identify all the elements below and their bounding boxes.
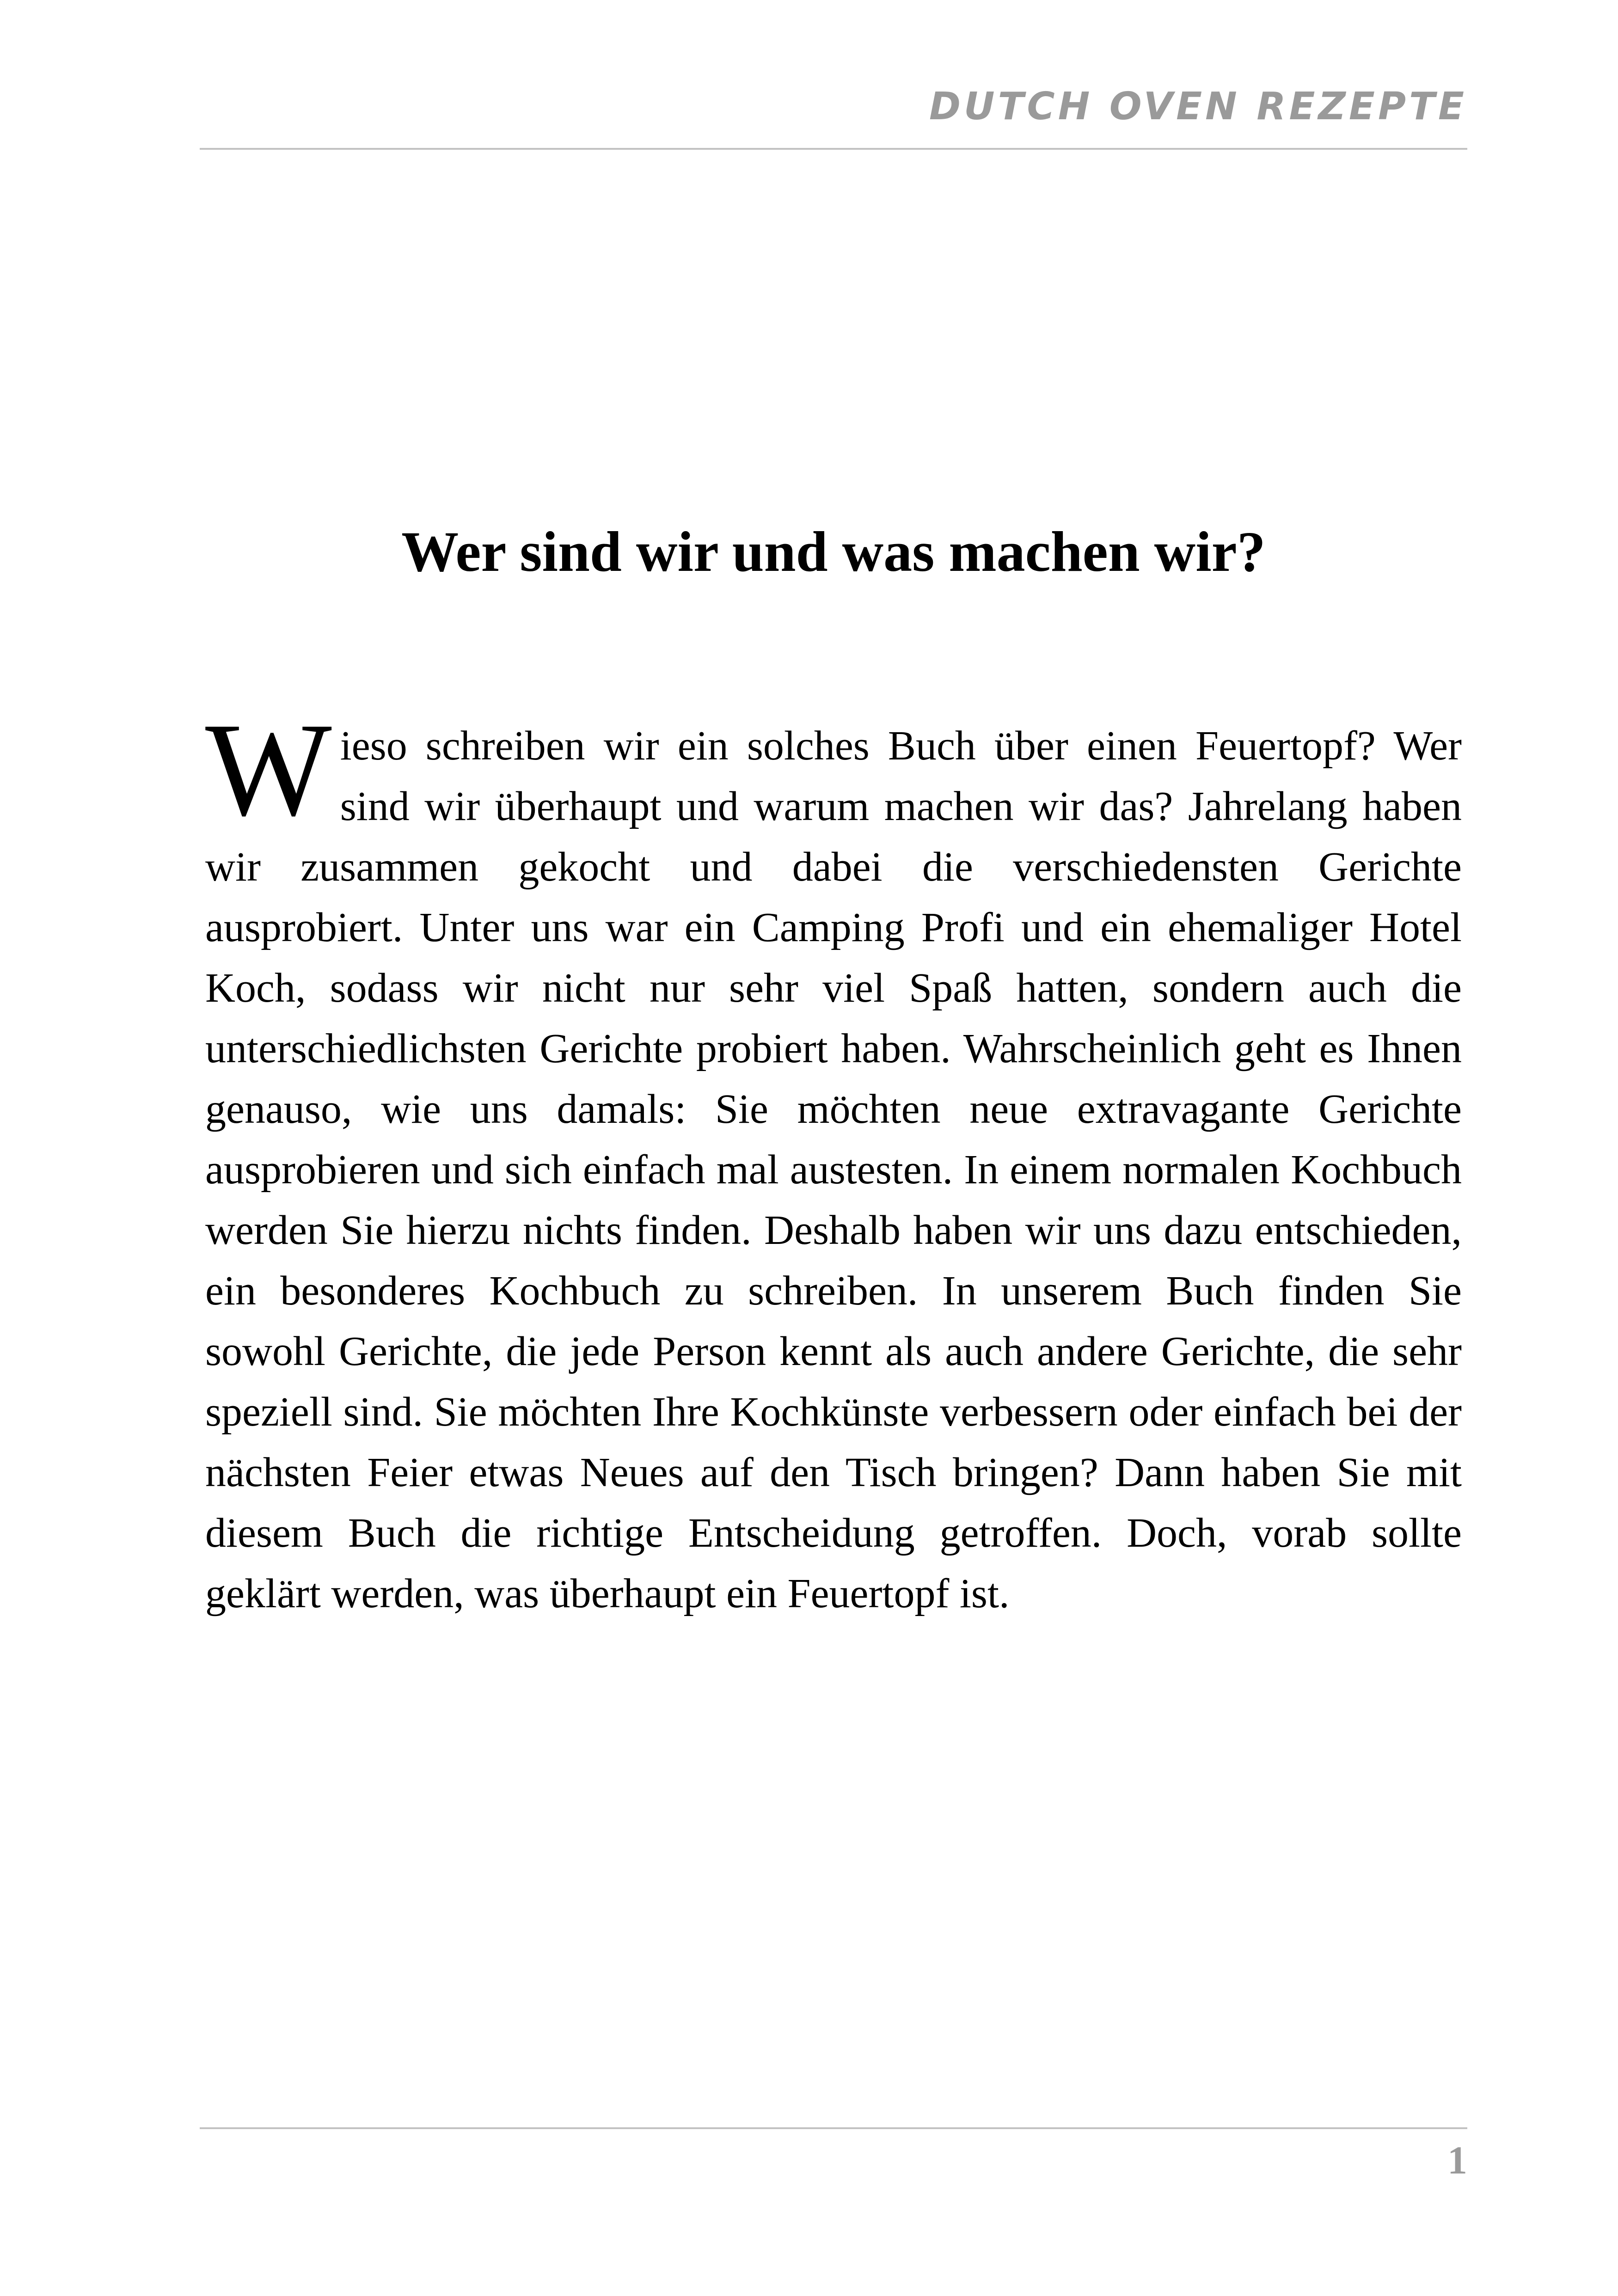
chapter-body xyxy=(205,695,1462,1624)
body-paragraph: ieso schreiben wir ein solches Buch über einen Feuertopf? Wer sind wir überhaupt und warum machen wir das? Jahrelang haben wir zusammen gekocht und dabei die verschiedensten Gerichte ausprobiert. Unter uns war ein Camping Profi und ein ehemaliger Hotel Koch, sodass wir nicht nur sehr viel Spaß hatten, sondern auch die unterschiedlichsten Gerichte probiert haben. Wahrscheinlich geht es Ihnen genauso, wie uns damals: Sie möchten neue extravagante Gerichte ausprobieren und sich einfach mal austesten. In einem normalen Kochbuch werden Sie hierzu nichts finden. Deshalb haben wir uns dazu entschieden, ein besonderes Kochbuch zu schreiben. In unserem Buch finden Sie sowohl Gerichte, die jede Person kennt als auch andere Gerichte, die sehr speziell sind. Sie möchten Ihre Kochkünste verbessern oder einfach bei der nächsten Feier etwas Neues auf den Tisch bringen? Dann haben Sie mit diesem Buch die richtige Entscheidung getroffen. Doch, vorab sollte geklärt werden, was überhaupt ein Feuertopf ist. xyxy=(205,723,1462,1616)
header-divider xyxy=(200,148,1467,150)
footer-divider xyxy=(200,2127,1467,2129)
chapter-title: Wer sind wir und was machen wir? xyxy=(401,520,1266,583)
page-number: 1 xyxy=(1447,2138,1467,2182)
drop-cap: W xyxy=(205,695,332,844)
running-header: DUTCH OVEN REZEPTE xyxy=(929,85,1467,129)
